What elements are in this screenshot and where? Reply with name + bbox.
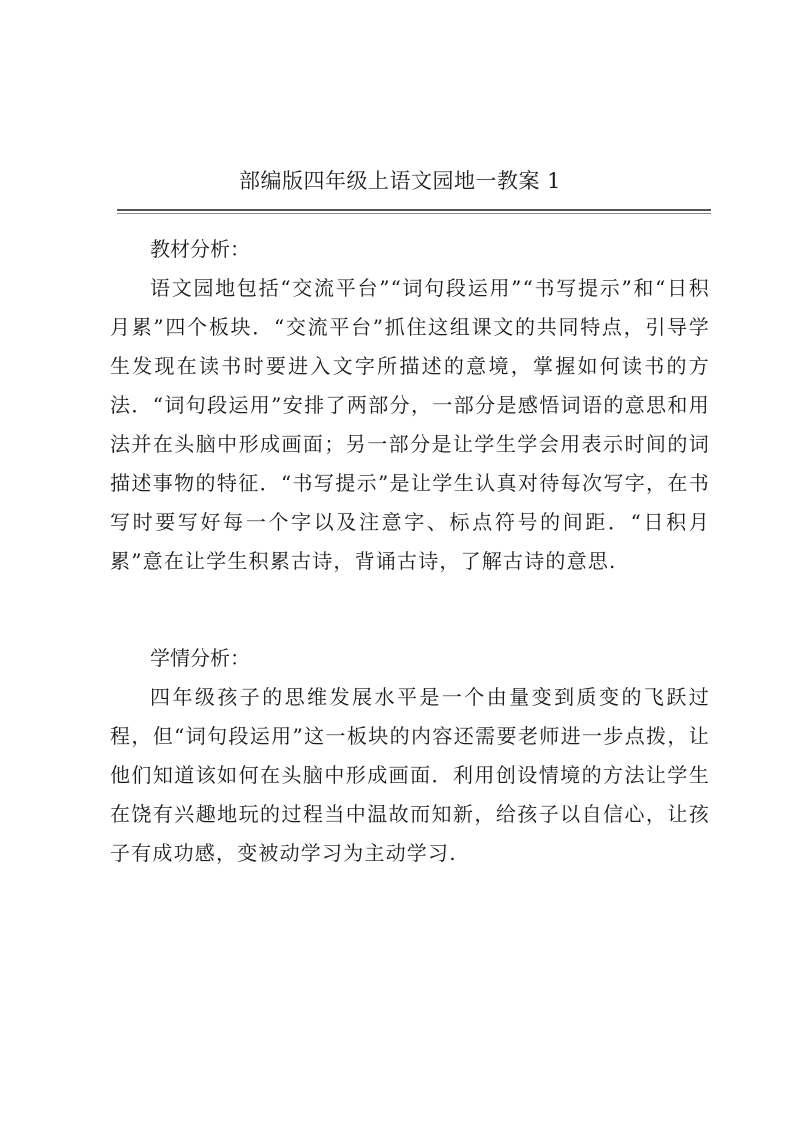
section-textbook-analysis — [110, 230, 710, 581]
document-title: 部编版四年级上语文园地一教案 1 — [238, 169, 562, 193]
section-heading: 学情分析： — [150, 646, 250, 670]
section-paragraph: 语文园地包括“交流平台”“词句段运用”“书写提示”和“日积月累”四个板块．“交流平台”抓住这组课文的共同特点，引导学生发现在读书时要进入文字所描述的意境，掌握如何读书的方法．“词句段运用”安排了两部分，一部分是感悟词语的意思和用法并在头脑中形成画面；另一部分是让学生学会用表示时间的词描述事物的特征．“书写提示”是让学生认真对待每次写字，在书写时要写好每一个字以及注意字、标点符号的间距．“日积月累”意在让学生积累古诗，背诵古诗，了解古诗的意思. — [110, 276, 710, 573]
section-learner-analysis — [110, 639, 710, 873]
title-divider-thin — [117, 213, 711, 214]
document-body — [110, 230, 710, 873]
section-paragraph: 四年级孩子的思维发展水平是一个由量变到质变的飞跃过程，但“词句段运用”这一板块的内容还需要老师进一步点拨，让他们知道该如何在头脑中形成画面．利用创设情境的方法让学生在饶有兴趣地玩的过程当中温故而知新，给孩子以自信心，让孩子有成功感，变被动学习为主动学习. — [110, 685, 710, 865]
section-spacer — [110, 581, 710, 639]
section-heading: 教材分析： — [150, 237, 250, 261]
title-divider-thick — [117, 209, 711, 211]
